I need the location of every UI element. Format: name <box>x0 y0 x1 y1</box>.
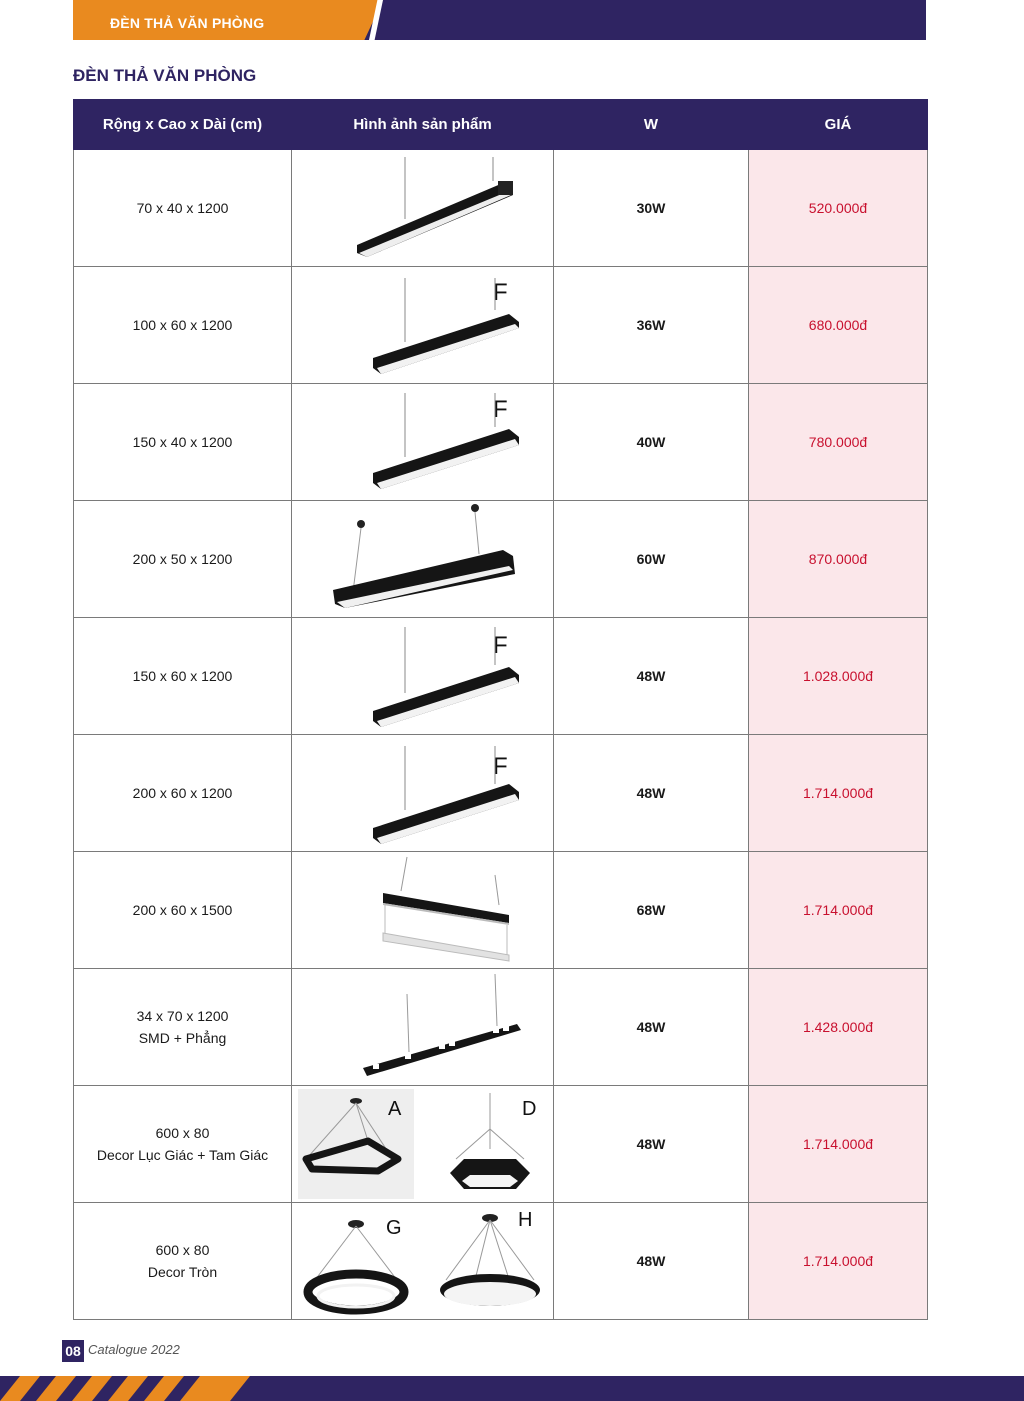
linear-pendant-light-image <box>323 738 523 848</box>
size-cell <box>74 735 292 852</box>
double-linear-pendant-light-image <box>323 855 523 965</box>
variant-label: D <box>521 1098 536 1120</box>
type-text: Decor Tròn <box>147 1264 218 1280</box>
size-text: 100 x 60 x 1200 <box>132 317 233 333</box>
table-row <box>74 735 928 852</box>
price-cell: 680.000đ <box>749 267 928 384</box>
variant-label: H <box>517 1209 532 1231</box>
size-text: 150 x 60 x 1200 <box>132 668 233 684</box>
product-image-cell <box>292 969 554 1086</box>
size-text: 600 x 80 <box>155 1125 210 1141</box>
table-row <box>74 618 928 735</box>
column-header-image: Hình ảnh sản phẩm <box>292 100 554 150</box>
price-cell: 1.028.000đ <box>749 618 928 735</box>
triangle-decor-light-image <box>298 1089 414 1199</box>
table-row <box>74 501 928 618</box>
price-cell: 520.000đ <box>749 150 928 267</box>
watt-cell: 30W <box>554 150 749 267</box>
table-row <box>74 969 928 1086</box>
table-header-row <box>74 100 928 150</box>
table-row <box>74 267 928 384</box>
price-cell: 1.714.000đ <box>749 1203 928 1320</box>
variant-label: F <box>492 396 508 423</box>
variant-label: A <box>387 1098 401 1120</box>
linear-pendant-light-image <box>323 153 523 263</box>
size-cell <box>74 852 292 969</box>
product-image-cell <box>292 618 554 735</box>
orange-stripes-decoration <box>0 1376 250 1401</box>
size-text: 70 x 40 x 1200 <box>136 200 229 216</box>
hexagon-decor-light-image <box>432 1089 548 1199</box>
size-text: 200 x 50 x 1200 <box>132 551 233 567</box>
size-text: 34 x 70 x 1200 <box>136 1008 229 1024</box>
column-header-watt: W <box>554 100 749 150</box>
watt-cell: 36W <box>554 267 749 384</box>
table-row <box>74 852 928 969</box>
price-cell: 1.714.000đ <box>749 1086 928 1203</box>
size-cell <box>74 969 292 1086</box>
product-image-cell <box>292 501 554 618</box>
product-image-cell <box>292 1086 554 1203</box>
page-number: 08 <box>62 1340 84 1362</box>
price-cell: 1.714.000đ <box>749 852 928 969</box>
column-header-size: Rộng x Cao x Dài (cm) <box>74 100 292 150</box>
size-text: 200 x 60 x 1200 <box>132 785 233 801</box>
product-image-cell <box>292 384 554 501</box>
table-row <box>74 1086 928 1203</box>
bottom-banner <box>0 1376 1024 1401</box>
watt-cell: 48W <box>554 1203 749 1320</box>
size-cell <box>74 150 292 267</box>
type-text: SMD + Phẳng <box>138 1030 227 1046</box>
size-cell <box>74 501 292 618</box>
size-text: 200 x 60 x 1500 <box>132 902 233 918</box>
price-cell: 1.428.000đ <box>749 969 928 1086</box>
watt-cell: 48W <box>554 735 749 852</box>
linear-pendant-light-image <box>323 621 523 731</box>
size-cell <box>74 267 292 384</box>
product-table <box>73 99 928 1320</box>
product-image-cell <box>292 735 554 852</box>
price-cell: 870.000đ <box>749 501 928 618</box>
product-image-cell <box>292 150 554 267</box>
size-cell <box>74 384 292 501</box>
watt-cell: 48W <box>554 1086 749 1203</box>
disc-decor-light-image <box>432 1206 548 1316</box>
ring-decor-light-image <box>298 1206 414 1316</box>
top-banner-label: ĐÈN THẢ VĂN PHÒNG <box>110 15 265 31</box>
footer-caption: Catalogue 2022 <box>88 1342 180 1357</box>
size-text: 150 x 40 x 1200 <box>132 434 233 450</box>
variant-label: F <box>492 279 508 306</box>
variant-label: F <box>492 753 508 780</box>
size-text: 600 x 80 <box>155 1242 210 1258</box>
price-cell: 780.000đ <box>749 384 928 501</box>
variant-label: G <box>385 1217 402 1239</box>
watt-cell: 40W <box>554 384 749 501</box>
watt-cell: 48W <box>554 618 749 735</box>
linear-pendant-light-image <box>323 270 523 380</box>
watt-cell: 60W <box>554 501 749 618</box>
linear-pendant-light-image <box>323 387 523 497</box>
product-image-cell <box>292 1203 554 1320</box>
table-row <box>74 1203 928 1320</box>
table-row <box>74 384 928 501</box>
size-cell <box>74 618 292 735</box>
type-text: Decor Lục Giác + Tam Giác <box>96 1147 269 1163</box>
column-header-price: GIÁ <box>749 100 928 150</box>
top-banner <box>73 0 926 40</box>
size-cell <box>74 1086 292 1203</box>
price-cell: 1.714.000đ <box>749 735 928 852</box>
linear-pendant-light-image <box>323 504 523 614</box>
product-image-cell <box>292 267 554 384</box>
watt-cell: 68W <box>554 852 749 969</box>
table-row <box>74 150 928 267</box>
variant-label: F <box>492 632 508 659</box>
watt-cell: 48W <box>554 969 749 1086</box>
product-image-cell <box>292 852 554 969</box>
spotlight-linear-pendant-image <box>323 972 523 1082</box>
size-cell <box>74 1203 292 1320</box>
section-title: ĐÈN THẢ VĂN PHÒNG <box>73 66 257 85</box>
